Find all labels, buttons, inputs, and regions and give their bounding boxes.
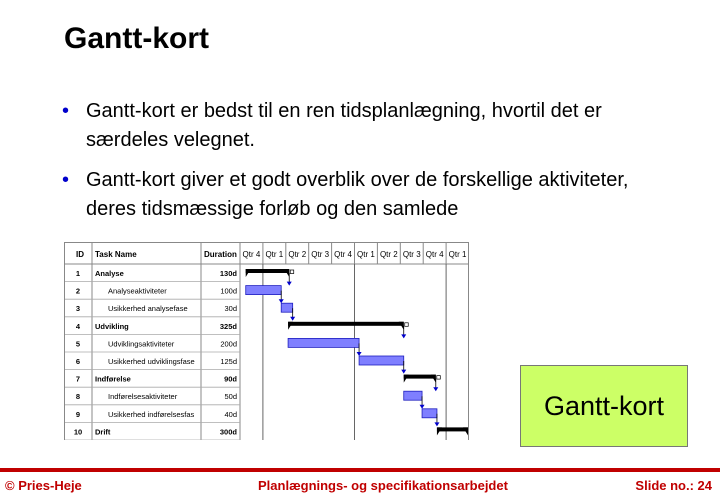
gantt-dependency-arrow xyxy=(357,352,362,356)
gantt-header-id: ID xyxy=(76,250,84,259)
gantt-task-duration: 125d xyxy=(220,357,237,366)
gantt-quarter-label: Qtr 4 xyxy=(242,250,261,259)
bullet-text: Gantt-kort giver et godt overblik over de forskellige aktiviteter, deres tidsmæssige forløb og den samlede xyxy=(86,169,629,220)
gantt-task-duration: 300d xyxy=(219,427,237,437)
gantt-task-duration: 30d xyxy=(224,304,237,314)
gantt-dependency-arrow xyxy=(401,370,406,374)
gantt-task-name: Analyseaktiviteter xyxy=(108,286,167,296)
gantt-dependency-arrow xyxy=(420,405,425,409)
gantt-quarter-label: Qtr 4 xyxy=(425,250,444,259)
gantt-chart xyxy=(64,242,469,440)
gantt-quarter-label: Qtr 1 xyxy=(357,250,375,259)
bullet-item xyxy=(60,97,670,155)
footer-copyright: © Pries-Heje xyxy=(5,478,82,493)
gantt-quarter-label: Qtr 2 xyxy=(288,250,307,259)
gantt-task-duration: 40d xyxy=(224,409,237,419)
gantt-task-duration: 90d xyxy=(224,374,237,384)
gantt-dependency-arrow xyxy=(434,422,439,426)
bullet-icon: • xyxy=(62,100,70,122)
gantt-header-duration: Duration xyxy=(204,250,237,259)
gantt-task-bar xyxy=(404,391,422,400)
gantt-kort-callout: Gantt-kort xyxy=(520,365,688,447)
gantt-task-bar xyxy=(288,338,359,347)
gantt-quarter-label: Qtr 1 xyxy=(265,250,284,259)
gantt-summary-marker xyxy=(437,376,441,380)
gantt-task-name: Udviklingsaktiviteter xyxy=(108,339,175,349)
gantt-task-name: Usikkerhed analysefase xyxy=(108,304,188,314)
gantt-task-name: Usikkerhed indførelsesfas xyxy=(108,409,195,419)
gantt-dependency-arrow xyxy=(433,387,438,391)
gantt-task-bar xyxy=(359,356,404,365)
gantt-quarter-label: Qtr 3 xyxy=(402,250,421,259)
gantt-task-name: Udvikling xyxy=(95,321,129,331)
bullet-icon: • xyxy=(62,169,70,191)
gantt-task-duration: 100d xyxy=(220,286,237,296)
gantt-dependency-arrow xyxy=(279,299,284,303)
gantt-task-name: Analyse xyxy=(95,269,124,278)
gantt-summary-bar xyxy=(404,375,436,379)
gantt-task-id: 6 xyxy=(75,357,81,366)
gantt-task-id: 4 xyxy=(75,321,81,331)
gantt-dependency-arrow xyxy=(401,334,406,338)
gantt-task-bar xyxy=(422,409,437,418)
gantt-dependency-arrow xyxy=(287,282,292,286)
footer-title: Planlægnings- og specifikationsarbejdet xyxy=(258,478,508,493)
gantt-task-id: 9 xyxy=(75,409,81,419)
bullet-item xyxy=(60,166,670,224)
bullet-text: Gantt-kort er bedst til en ren tidsplanlægning, hvortil det er særdeles velegnet. xyxy=(86,100,602,151)
gantt-svg xyxy=(64,242,469,440)
gantt-task-duration: 200d xyxy=(220,339,237,349)
gantt-summary-marker xyxy=(405,323,409,327)
footer-divider xyxy=(0,468,720,472)
gantt-task-name: Indførelse xyxy=(95,374,131,384)
gantt-task-id: 3 xyxy=(75,304,81,314)
gantt-task-id: 5 xyxy=(75,339,81,349)
gantt-task-bar xyxy=(281,303,292,312)
gantt-task-name: Usikkerhed udviklingsfase xyxy=(108,357,195,366)
slide-title: Gantt-kort xyxy=(64,22,209,55)
gantt-quarter-label: Qtr 1 xyxy=(448,250,467,259)
gantt-task-bar xyxy=(246,286,281,295)
gantt-task-duration: 50d xyxy=(224,392,237,402)
gantt-quarter-label: Qtr 2 xyxy=(379,250,398,259)
gantt-task-duration: 325d xyxy=(219,321,237,331)
gantt-summary-bar xyxy=(288,322,404,326)
gantt-task-id: 1 xyxy=(75,269,81,278)
bullet-list xyxy=(60,97,670,235)
gantt-task-name: Indførelsesaktiviteter xyxy=(108,392,178,402)
gantt-dependency-arrow xyxy=(290,317,295,321)
gantt-header-name: Task Name xyxy=(95,250,137,259)
gantt-task-name: Drift xyxy=(95,427,111,437)
gantt-summary-marker xyxy=(290,270,294,274)
gantt-quarter-label: Qtr 4 xyxy=(334,250,352,259)
gantt-summary-bar xyxy=(246,269,290,273)
gantt-task-id: 8 xyxy=(75,392,81,402)
gantt-quarter-label: Qtr 3 xyxy=(311,250,330,259)
gantt-task-id: 2 xyxy=(75,286,81,296)
footer-slide-number: Slide no.: 24 xyxy=(635,478,712,493)
gantt-summary-bar xyxy=(437,427,468,431)
gantt-task-id: 7 xyxy=(75,374,81,384)
gantt-task-id: 10 xyxy=(73,427,83,437)
gantt-task-duration: 130d xyxy=(219,269,237,278)
